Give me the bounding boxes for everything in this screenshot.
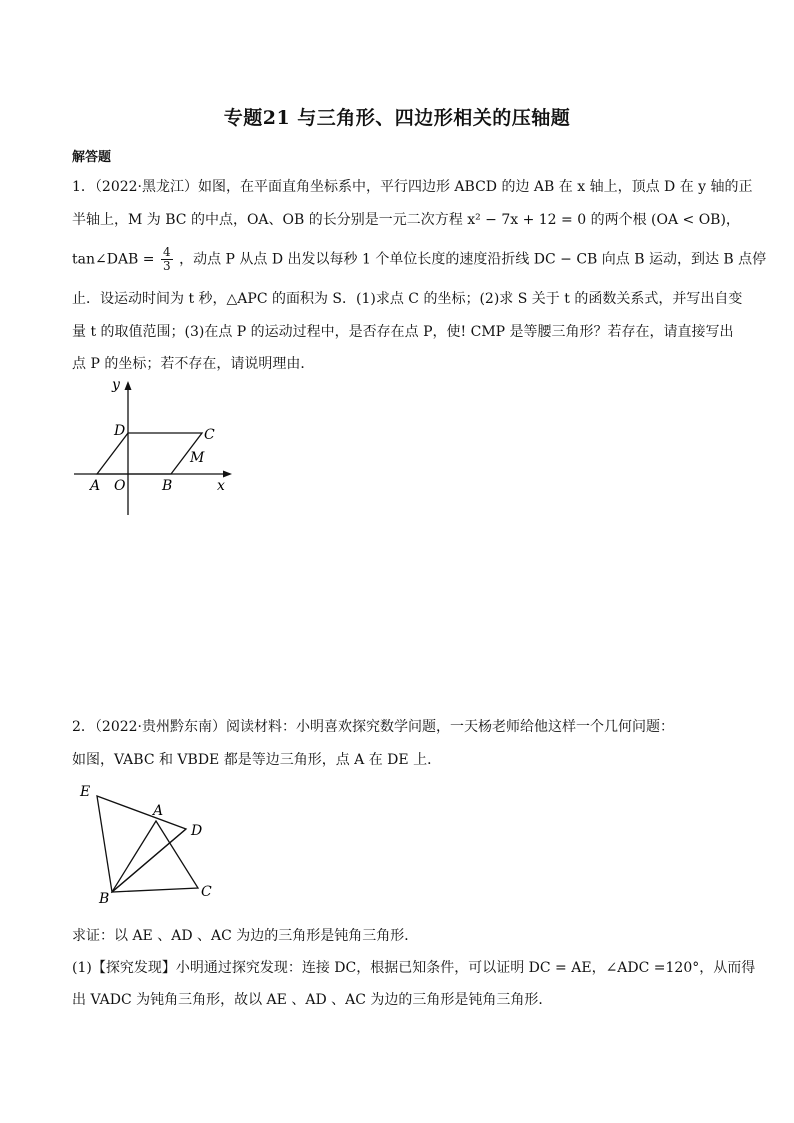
- q2-line-5: 出 VADC 为钝角三角形，故以 AE 、AD 、AC 为边的三角形是钝角三角形．: [72, 992, 553, 1008]
- q2-line-1: 2．（2022·贵州黔东南）阅读材料：小明喜欢探究数学问题，一天杨老师给他这样一个几何问题：: [72, 719, 674, 735]
- q1-line-1: 1．（2022·黑龙江）如图，在平面直角坐标系中，平行四边形 ABCD 的边 AB 在 x 轴上，顶点 D 在 y 轴的正: [72, 179, 753, 195]
- parallelogram-abcd: [97, 433, 202, 474]
- q2-line-2: 如图，VABC 和 VBDE 都是等边三角形，点 A 在 DE 上．: [72, 752, 442, 768]
- label-m: M: [190, 450, 205, 466]
- q1-line-5: 量 t 的取值范围；(3)在点 P 的运动过程中，是否存在点 P，使! CMP 是等腰三角形？若存在，请直接写出: [72, 324, 734, 340]
- label-a: A: [153, 803, 164, 819]
- q1-coordinate-figure: [70, 375, 250, 520]
- x-axis-arrow-icon: [223, 471, 232, 478]
- q1-line-3: [72, 246, 766, 273]
- label-e: E: [80, 784, 91, 800]
- label-d: D: [114, 423, 126, 439]
- q2-line-4: (1)【探究发现】小明通过探究发现：连接 DC，根据已知条件，可以证明 DC = AE，∠ADC =120°，从而得: [72, 960, 756, 976]
- page-title: 专题21 与三角形、四边形相关的压轴题: [223, 107, 571, 129]
- segment-bd: [112, 829, 186, 892]
- q2-triangle-figure: [74, 780, 224, 905]
- label-y: y: [112, 377, 120, 393]
- label-a: A: [90, 478, 101, 494]
- label-d: D: [191, 823, 203, 839]
- label-c: C: [201, 884, 212, 900]
- label-b: B: [99, 891, 110, 905]
- q1-line-4: 止．设运动时间为 t 秒，△APC 的面积为 S．(1)求点 C 的坐标；(2)求 S 关于 t 的函数关系式，并写出自变: [72, 291, 743, 307]
- label-x: x: [217, 478, 225, 494]
- label-b: B: [162, 478, 173, 494]
- q1-line-2: 半轴上，M 为 BC 的中点，OA、OB 的长分别是一元二次方程 x² − 7x + 12 = 0 的两个根 (OA < OB)，: [72, 212, 740, 228]
- q1-fraction-numerator: 4: [162, 245, 171, 259]
- q1-line-6: 点 P 的坐标；若不存在，请说明理由．: [72, 356, 315, 372]
- y-axis-arrow-icon: [125, 381, 132, 390]
- q1-tan-label: tan∠DAB =: [72, 251, 155, 268]
- q1-fraction-denominator: 3: [162, 259, 171, 273]
- q2-line-3: 求证：以 AE 、AD 、AC 为边的三角形是钝角三角形．: [72, 928, 419, 944]
- q1-fraction: [161, 246, 173, 273]
- label-o: O: [114, 478, 126, 494]
- section-heading: 解答题: [72, 150, 112, 165]
- q1-line-3-rest: ，动点 P 从点 D 出发以每秒 1 个单位长度的速度沿折线 DC − CB 向点 B 运动，到达 B 点停: [179, 251, 767, 268]
- label-c: C: [204, 427, 215, 443]
